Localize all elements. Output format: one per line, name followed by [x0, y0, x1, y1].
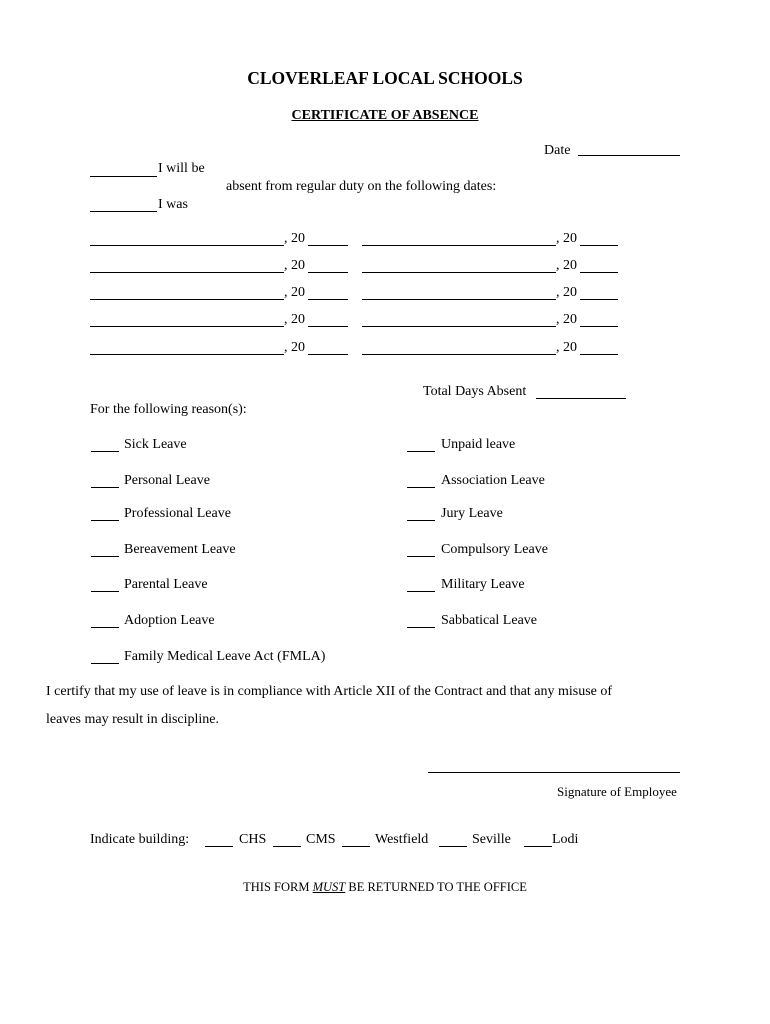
reason-label: Sick Leave [124, 437, 187, 452]
date-label: Date [544, 143, 571, 158]
building-option-label: Lodi [552, 832, 579, 847]
reason-label: Jury Leave [441, 506, 503, 521]
building-blank[interactable] [205, 846, 233, 847]
year-field[interactable] [580, 354, 618, 355]
building-blank[interactable] [524, 846, 552, 847]
reasons-heading: For the following reason(s): [90, 402, 247, 417]
date-field[interactable] [362, 245, 556, 246]
reason-label: Personal Leave [124, 473, 210, 488]
signature-label: Signature of Employee [557, 784, 677, 799]
signature-field[interactable] [428, 772, 680, 773]
reason-label: Association Leave [441, 473, 545, 488]
building-blank[interactable] [273, 846, 301, 847]
reason-checkbox-blank[interactable] [91, 556, 119, 557]
year-prefix: , 20 [284, 231, 305, 246]
date-field[interactable] [90, 326, 284, 327]
year-prefix: , 20 [556, 258, 577, 273]
year-field[interactable] [580, 272, 618, 273]
certify-line-2: leaves may result in discipline. [46, 712, 220, 727]
was-blank[interactable] [90, 211, 157, 212]
reason-checkbox-blank[interactable] [91, 663, 119, 664]
building-label: Indicate building: [90, 832, 190, 847]
date-field[interactable] [362, 299, 556, 300]
building-option-label: Seville [472, 832, 511, 847]
reason-checkbox-blank[interactable] [91, 520, 119, 521]
year-field[interactable] [308, 272, 348, 273]
year-field[interactable] [580, 326, 618, 327]
year-field[interactable] [580, 299, 618, 300]
year-prefix: , 20 [284, 258, 305, 273]
reason-checkbox-blank[interactable] [91, 591, 119, 592]
year-prefix: , 20 [284, 285, 305, 300]
reason-label: Military Leave [441, 577, 525, 592]
date-field[interactable] [578, 155, 680, 156]
building-option-label: Westfield [375, 832, 429, 847]
year-field[interactable] [580, 245, 618, 246]
reason-label: Compulsory Leave [441, 542, 548, 557]
total-days-label: Total Days Absent [423, 384, 527, 399]
will-be-label: I will be [158, 161, 205, 176]
year-field[interactable] [308, 354, 348, 355]
reason-label: Adoption Leave [124, 613, 215, 628]
reason-checkbox-blank[interactable] [407, 451, 435, 452]
will-be-blank[interactable] [90, 176, 157, 177]
reason-label: Sabbatical Leave [441, 613, 538, 628]
year-field[interactable] [308, 299, 348, 300]
return-notice-after: BE RETURNED TO THE OFFICE [345, 880, 527, 894]
reason-checkbox-blank[interactable] [91, 487, 119, 488]
form-title: CERTIFICATE OF ABSENCE [291, 108, 479, 123]
reason-checkbox-blank[interactable] [407, 556, 435, 557]
date-field[interactable] [90, 299, 284, 300]
reason-checkbox-blank[interactable] [91, 451, 119, 452]
year-prefix: , 20 [556, 231, 577, 246]
year-field[interactable] [308, 245, 348, 246]
return-notice-emphasis: MUST [312, 880, 346, 894]
year-field[interactable] [308, 326, 348, 327]
reason-checkbox-blank[interactable] [407, 627, 435, 628]
year-prefix: , 20 [284, 340, 305, 355]
reason-label: Professional Leave [124, 506, 231, 521]
building-option-label: CMS [306, 832, 336, 847]
reason-label: Unpaid leave [441, 437, 516, 452]
reason-checkbox-blank[interactable] [407, 487, 435, 488]
return-notice [0, 881, 770, 894]
date-field[interactable] [362, 272, 556, 273]
building-blank[interactable] [342, 846, 370, 847]
reason-checkbox-blank[interactable] [407, 520, 435, 521]
date-field[interactable] [90, 272, 284, 273]
was-label: I was [158, 197, 188, 212]
date-field[interactable] [90, 354, 284, 355]
reason-label: Parental Leave [124, 577, 208, 592]
certify-line-1: I certify that my use of leave is in compliance with Article XII of the Contract and that any misuse of [46, 684, 613, 699]
building-option-label: CHS [239, 832, 267, 847]
year-prefix: , 20 [556, 340, 577, 355]
date-field[interactable] [362, 354, 556, 355]
reason-checkbox-blank[interactable] [407, 591, 435, 592]
absent-text: absent from regular duty on the following dates: [226, 179, 497, 194]
reason-label: Family Medical Leave Act (FMLA) [124, 649, 326, 664]
year-prefix: , 20 [556, 312, 577, 327]
school-name: CLOVERLEAF LOCAL SCHOOLS [247, 68, 523, 88]
date-field[interactable] [362, 326, 556, 327]
reason-label: Bereavement Leave [124, 542, 236, 557]
building-blank[interactable] [439, 846, 467, 847]
reason-checkbox-blank[interactable] [91, 627, 119, 628]
total-days-field[interactable] [536, 398, 626, 399]
year-prefix: , 20 [284, 312, 305, 327]
year-prefix: , 20 [556, 285, 577, 300]
return-notice-before: THIS FORM [243, 880, 313, 894]
date-field[interactable] [90, 245, 284, 246]
